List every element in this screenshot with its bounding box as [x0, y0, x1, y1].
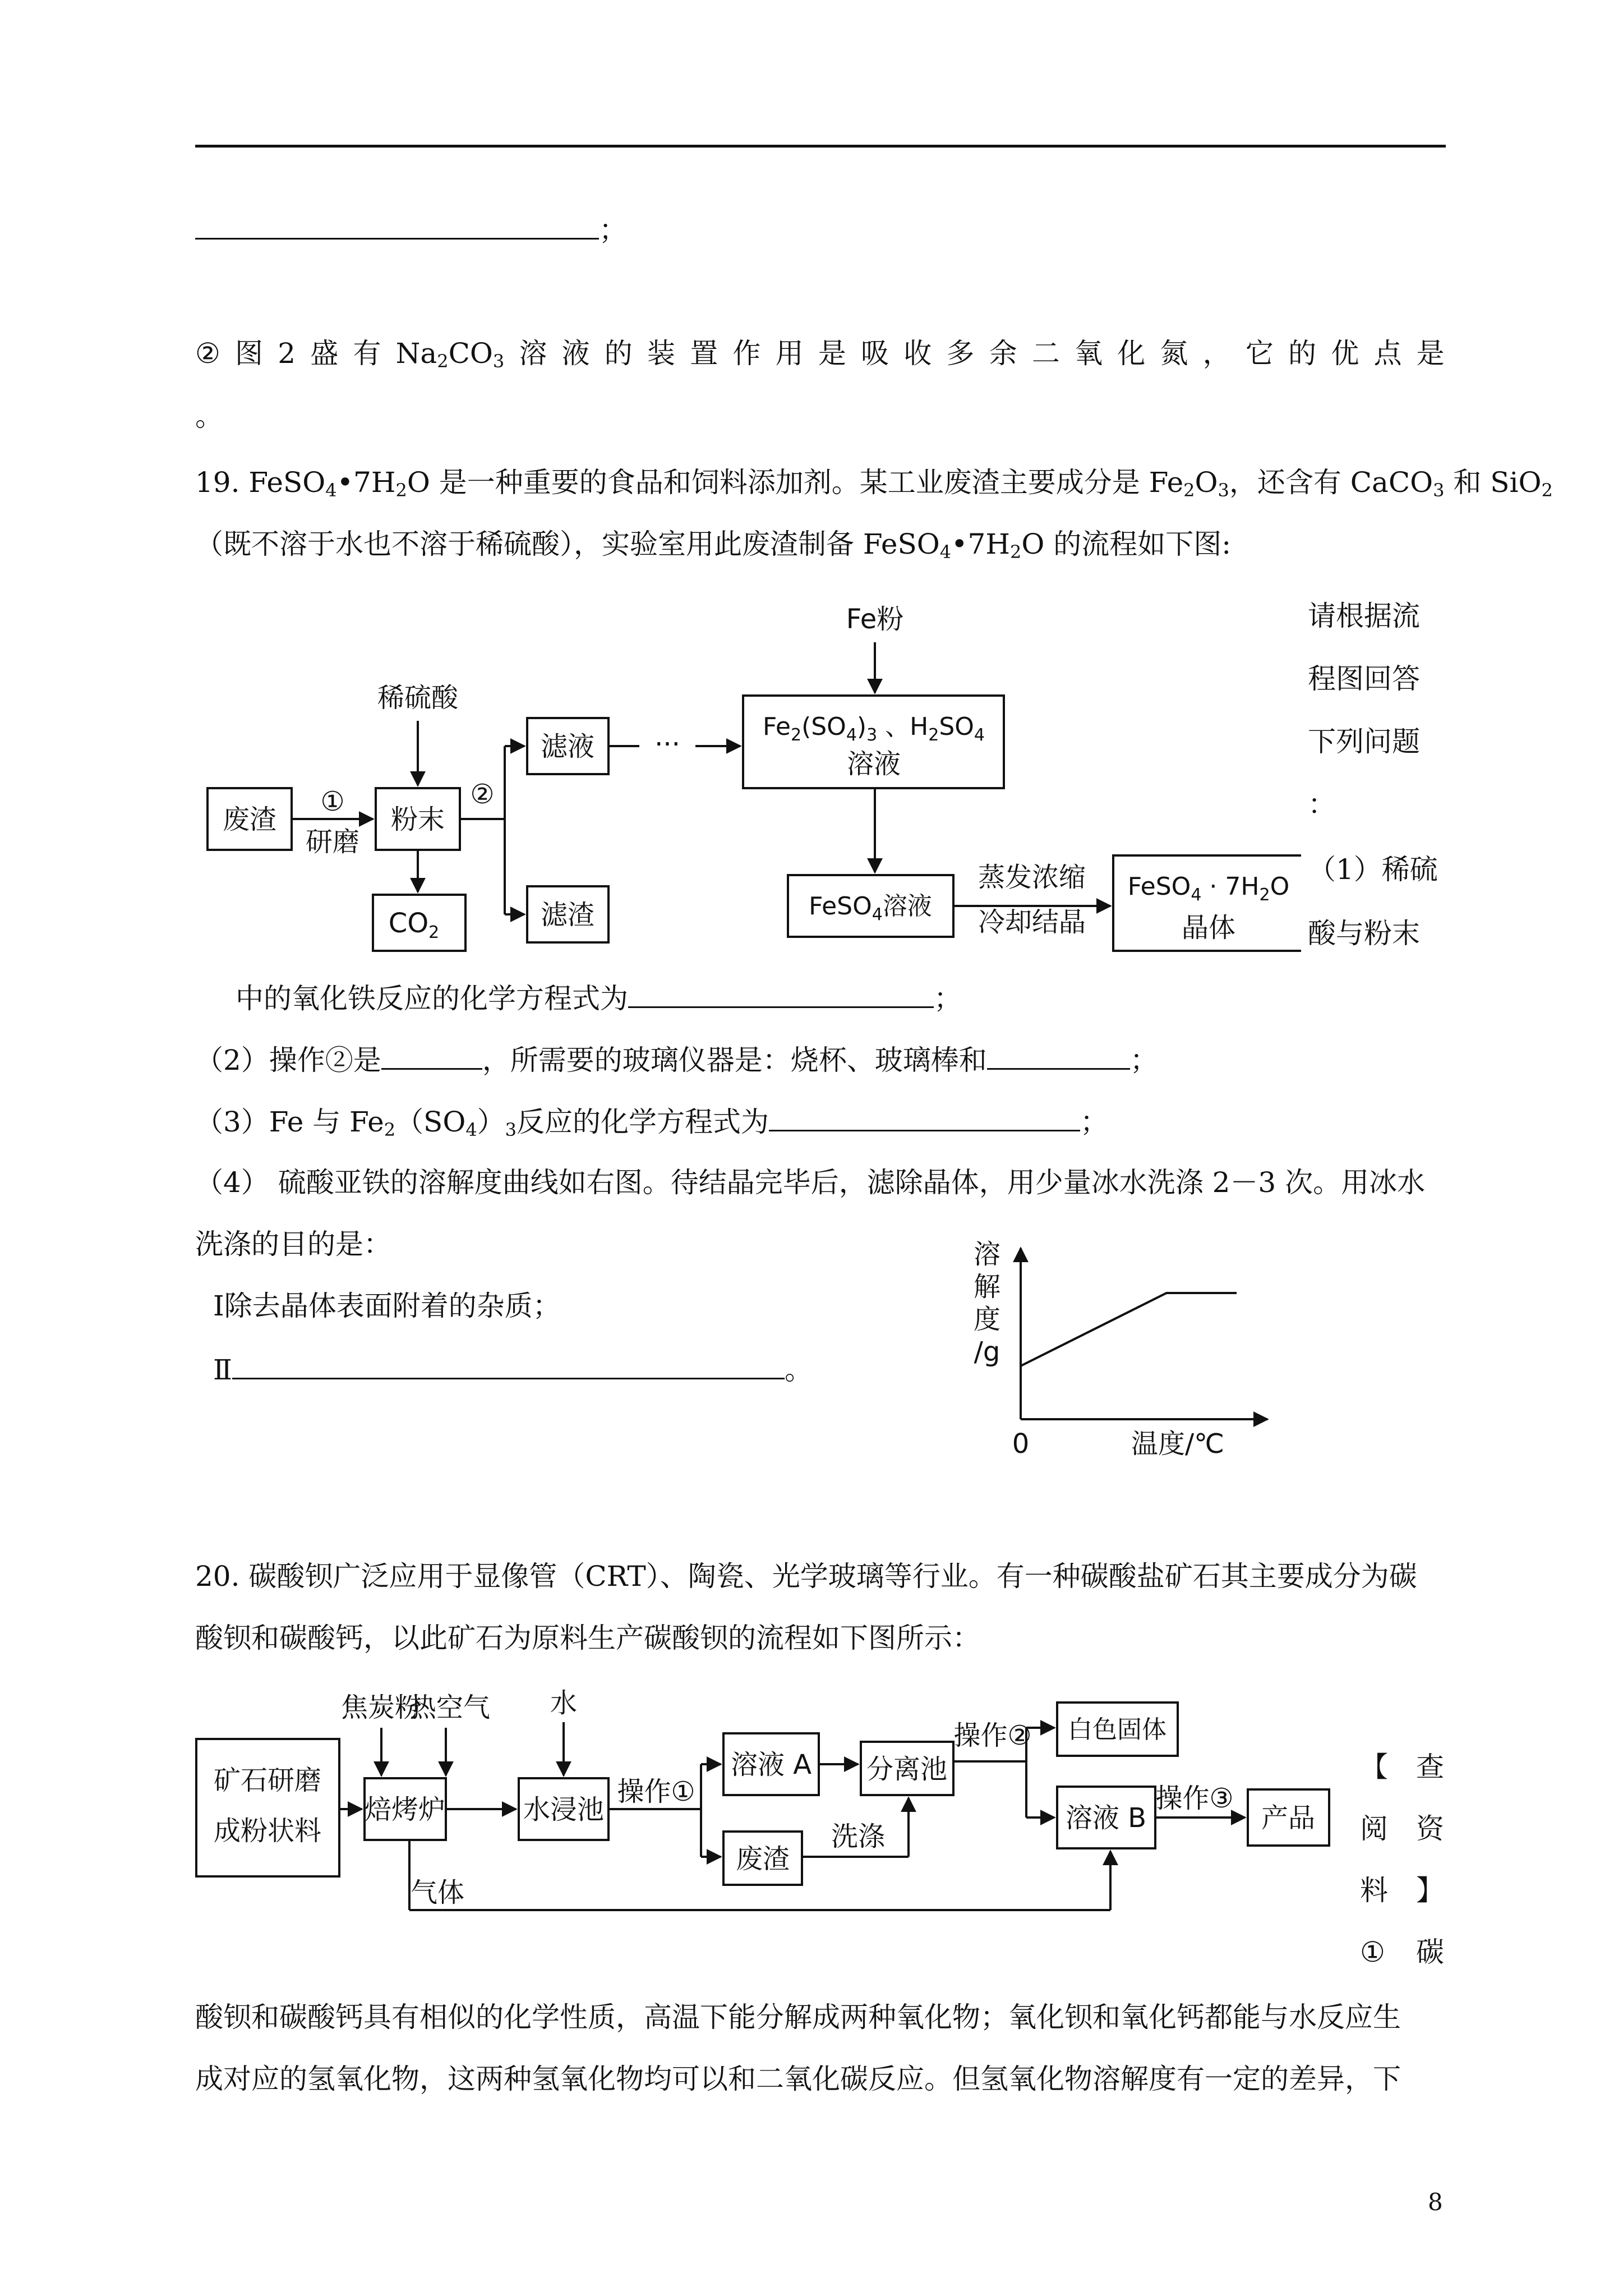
- q18-part2-word: 是: [818, 337, 846, 370]
- leach-label: 水浸池: [523, 1794, 605, 1825]
- co2-label: $CO_2$: [388, 908, 440, 942]
- q19-q4-line2: 洗涤的目的是：: [195, 1228, 391, 1260]
- op2-label: 操作②: [953, 1720, 1032, 1751]
- q18-part2-word: $Na_2CO_3$: [395, 337, 505, 372]
- q20-line3: 酸钡和碳酸钙具有相似的化学性质，高温下能分解成两种氧化物；氧化钡和氧化钙都能与水反应生: [195, 2001, 1401, 2033]
- q19-side-3: 下列问题: [1308, 725, 1420, 758]
- white-solid-label: 白色固体: [1068, 1715, 1166, 1744]
- water-label: 水: [550, 1687, 578, 1719]
- chart-y-label-3: 度: [973, 1304, 1001, 1335]
- q18-part2-word: 液: [561, 337, 590, 370]
- chart-y-label-4: /g: [974, 1336, 1000, 1368]
- dots-label: ···: [654, 729, 680, 760]
- q19-flow-diagram: [191, 595, 1301, 965]
- ore-label-1: 矿石研磨: [213, 1765, 322, 1796]
- feso4-solution-label: FeSO$_4$溶液: [809, 892, 932, 924]
- q18-part2-word: 收: [903, 337, 932, 370]
- q19-q4-ii: Ⅱ 。: [213, 1352, 813, 1387]
- q18-part2-word: 的: [1288, 337, 1317, 370]
- q18-part2-word: 的: [604, 337, 633, 370]
- q18-part2-word: 优: [1331, 337, 1359, 370]
- ore-label-2: 成粉状料: [213, 1815, 322, 1847]
- q20-side-row2: 阅 资: [1360, 1812, 1444, 1845]
- q4-answer-blank[interactable]: [232, 1352, 785, 1379]
- q18-part2-word: 吸: [861, 337, 889, 370]
- q19-side-1: 请根据流: [1308, 600, 1420, 632]
- q19-q1-side-a: （1）稀硫: [1308, 853, 1438, 886]
- hot-air-label: 热空气: [409, 1692, 491, 1723]
- q18-part2-end: 。: [195, 400, 223, 432]
- chart-y-label-1: 溶: [973, 1239, 1001, 1270]
- op3-label: 操作③: [1155, 1783, 1234, 1814]
- q20-flow-diagram: [191, 1677, 1234, 1935]
- q3-answer-blank[interactable]: [769, 1104, 1080, 1131]
- solution-a-label: 溶液 A: [730, 1749, 812, 1780]
- q20-side-row3: 料 】: [1360, 1874, 1444, 1907]
- q18-part2-line: [195, 337, 1445, 370]
- solution-b-label: 溶液 B: [1065, 1802, 1147, 1834]
- coke-label: 焦炭粉: [340, 1692, 422, 1723]
- crystal-line1: FeSO$_4$ · $7H_2O$: [1127, 872, 1290, 905]
- powder-label: 粉末: [390, 804, 445, 835]
- page-number: 8: [1428, 2188, 1443, 2216]
- fe2so43-line1: $Fe_2(SO_4)_3$ 、$H_2SO_4$: [763, 712, 985, 745]
- q18-part2-word: 二: [1031, 337, 1060, 370]
- q18-part2-word: 图: [235, 337, 264, 370]
- q20-product-node: [1223, 1787, 1335, 1854]
- q18-part2-word: 作: [732, 337, 761, 370]
- q19-q2-line: （2）操作②是 ，所需要的玻璃仪器是：烧杯、玻璃棒和 ；: [195, 1042, 1158, 1077]
- q18-part2-word: ②: [195, 337, 220, 370]
- separator-label: 分离池: [866, 1754, 948, 1785]
- q18-part2-word: 余: [989, 337, 1017, 370]
- box-ore: [196, 1739, 339, 1876]
- q2-answer-blank-2[interactable]: [987, 1042, 1130, 1070]
- q18-part2-word: 点: [1373, 337, 1402, 370]
- q18-part2-word: 装: [647, 337, 675, 370]
- q18-part2-word: 氮: [1160, 337, 1188, 370]
- q20-line4: 成对应的氢氧化物，这两种氢氧化物均可以和二氧化碳反应。但氢氧化物溶解度有一定的差异，下: [195, 2063, 1401, 2095]
- chart-y-label-2: 解: [973, 1271, 1001, 1303]
- crystal-line2: 晶体: [1181, 912, 1236, 944]
- solubility-curve-chart: [953, 1234, 1312, 1458]
- answer-blank[interactable]: [195, 212, 599, 240]
- q18-part2-word: ，: [1202, 337, 1231, 370]
- q18-part2-word: 盛: [310, 337, 339, 370]
- q19-side-2: 程图回答: [1308, 662, 1420, 695]
- q18-part2-word: 2: [278, 337, 296, 370]
- product-label: 产品: [1261, 1802, 1316, 1834]
- q18-part2-word: 用: [775, 337, 804, 370]
- evap-label-2: 冷却结晶: [978, 907, 1086, 938]
- q19-side-4: ：: [1308, 788, 1336, 821]
- chart-x-label: 温度/℃: [1131, 1428, 1225, 1458]
- q19-q3-line: （3）Fe 与 $Fe_2(SO_4)_3$反应的化学方程式为 ；: [195, 1104, 1108, 1139]
- step1-num: ①: [320, 786, 345, 817]
- evap-label-1: 蒸发浓缩: [978, 862, 1086, 893]
- step1-name: 研磨: [305, 826, 360, 858]
- residue-label: 滤渣: [540, 899, 595, 931]
- q18-part2-word: 它: [1245, 337, 1274, 370]
- q19-q1-line: 中的氧化铁反应的化学方程式为 ；: [236, 981, 962, 1015]
- q20-line1: 20. 碳酸钡广泛应用于显像管（CRT）、陶瓷、光学玻璃等行业。有一种碳酸盐矿石其主要成分为碳: [195, 1560, 1417, 1593]
- wash-label: 洗涤: [831, 1821, 886, 1852]
- q18-part2-word: 多: [946, 337, 975, 370]
- q2-answer-blank-1[interactable]: [381, 1042, 482, 1070]
- q20-line2: 酸钡和碳酸钙，以此矿石为原料生产碳酸钡的流程如下图所示：: [195, 1622, 980, 1654]
- q19-q4-line1: （4） 硫酸亚铁的溶解度曲线如右图。待结晶完毕后，滤除晶体，用少量冰水洗涤 2－3 次。用冰水: [195, 1166, 1426, 1199]
- gas-label: 气体: [410, 1877, 465, 1908]
- q18-part2-word: 氧: [1075, 337, 1103, 370]
- q18-part2-word: 是: [1416, 337, 1445, 370]
- q18-part2-word: 有: [353, 337, 381, 370]
- solubility-curve: [1021, 1293, 1237, 1366]
- q19-q1-side-b: 酸与粉末: [1308, 917, 1420, 950]
- waste-label: 废渣: [222, 804, 277, 835]
- dilute-acid-label: 稀硫酸: [377, 682, 459, 714]
- op1-label: 操作①: [617, 1776, 695, 1807]
- roaster-label: 焙烤炉: [364, 1794, 446, 1825]
- fe-powder-label: Fe粉: [846, 604, 904, 635]
- q19-line1: 19. $FeSO_4•7H_2O$ 是一种重要的食品和饲料添加剂。某工业废渣主要成分是 $Fe_2O_3$，还含有 CaCO$_3$ 和 SiO$_2$: [195, 466, 1553, 501]
- chart-origin-label: 0: [1012, 1428, 1030, 1458]
- q18-part2-word: 溶: [519, 337, 547, 370]
- q18-blank-line: ；: [195, 212, 627, 247]
- q20-side-row4: ① 碳: [1360, 1936, 1444, 1968]
- waste-residue-label: 废渣: [735, 1843, 790, 1875]
- q19-q4-i: Ⅰ除去晶体表面附着的杂质；: [213, 1290, 561, 1322]
- header-rule: [195, 145, 1446, 148]
- q18-part2-word: 置: [690, 337, 718, 370]
- q18-part2-word: 化: [1117, 337, 1146, 370]
- q1-answer-blank[interactable]: [628, 981, 934, 1008]
- q19-line2: （既不溶于水也不溶于稀硫酸），实验室用此废渣制备 $FeSO_4•7H_2O$ 的流程如下图:: [195, 528, 1232, 563]
- fe2so43-line2: 溶液: [846, 748, 901, 780]
- filtrate-label: 滤液: [540, 731, 595, 762]
- q20-side-row1: 【 查: [1360, 1751, 1444, 1783]
- step2-num: ②: [470, 779, 495, 810]
